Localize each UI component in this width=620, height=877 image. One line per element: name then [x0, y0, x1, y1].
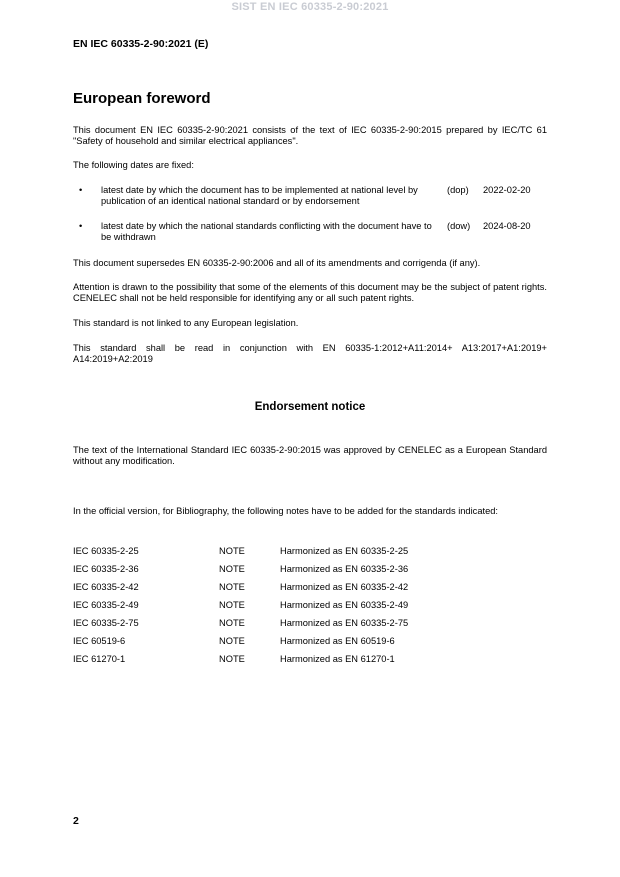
- endorsement-title: Endorsement notice: [254, 401, 366, 413]
- page-number: 2: [73, 815, 79, 827]
- document-header: EN IEC 60335-2-90:2021 (E): [73, 38, 209, 50]
- bibliography-intro: In the official version, for Bibliography, the following notes have to be added for the standards indicated:: [73, 506, 498, 516]
- watermark: SIST EN IEC 60335-2-90:2021: [231, 1, 389, 13]
- date-description: latest date by which the national standards conflicting with the document have to be withdrawn: [101, 221, 432, 242]
- legislation-paragraph: This standard is not linked to any European legislation.: [73, 318, 299, 328]
- harmonized-as: Harmonized as EN 60335-2-25: [280, 546, 409, 556]
- standard-id: IEC 60335-2-75: [73, 618, 139, 628]
- harmonized-as: Harmonized as EN 61270-1: [280, 654, 395, 664]
- conjunction-paragraph: This standard shall be read in conjunction with EN 60335-1:2012+A11:2014+ A13:2017+A1:2019+ A14:2019+A2:2019: [73, 343, 547, 364]
- bullet-icon: •: [79, 185, 83, 195]
- date-abbreviation: (dow): [447, 221, 471, 231]
- note-label: NOTE: [219, 600, 245, 610]
- note-label: NOTE: [219, 636, 245, 646]
- note-label: NOTE: [219, 564, 245, 574]
- intro-paragraph: This document EN IEC 60335-2-90:2021 consists of the text of IEC 60335-2-90:2015 prepared by IEC/TC 61 "Safety of household and similar electrical appliances".: [73, 125, 547, 146]
- note-label: NOTE: [219, 582, 245, 592]
- note-label: NOTE: [219, 654, 245, 664]
- standard-id: IEC 61270-1: [73, 654, 126, 664]
- dates-intro: The following dates are fixed:: [73, 160, 194, 170]
- standard-id: IEC 60335-2-42: [73, 582, 139, 592]
- harmonized-as: Harmonized as EN 60335-2-42: [280, 582, 409, 592]
- note-label: NOTE: [219, 546, 245, 556]
- endorsement-paragraph: The text of the International Standard IEC 60335-2-90:2015 was approved by CENELEC as a European Standard without any modification.: [73, 445, 547, 466]
- standard-id: IEC 60335-2-49: [73, 600, 139, 610]
- date-item-dop: [73, 185, 547, 209]
- supersedes-paragraph: This document supersedes EN 60335-2-90:2006 and all of its amendments and corrigenda (if any).: [73, 258, 481, 268]
- bullet-icon: •: [79, 221, 83, 231]
- note-label: NOTE: [219, 618, 245, 628]
- harmonized-as: Harmonized as EN 60335-2-36: [280, 564, 409, 574]
- date-value: 2022-02-20: [483, 185, 531, 195]
- standard-id: IEC 60335-2-25: [73, 546, 139, 556]
- patent-paragraph: Attention is drawn to the possibility that some of the elements of this document may be the subject of patent rights. CENELEC shall not be held responsible for identifying any or all such patent rights.: [73, 282, 547, 303]
- date-value: 2024-08-20: [483, 221, 531, 231]
- date-item-dow: [73, 221, 547, 245]
- section-title: European foreword: [73, 90, 211, 107]
- standard-id: IEC 60335-2-36: [73, 564, 139, 574]
- standard-id: IEC 60519-6: [73, 636, 126, 646]
- harmonized-as: Harmonized as EN 60335-2-75: [280, 618, 409, 628]
- date-abbreviation: (dop): [447, 185, 469, 195]
- harmonized-as: Harmonized as EN 60335-2-49: [280, 600, 409, 610]
- harmonized-as: Harmonized as EN 60519-6: [280, 636, 395, 646]
- date-description: latest date by which the document has to be implemented at national level by publication of an identical national standard or by endorsement: [101, 185, 418, 206]
